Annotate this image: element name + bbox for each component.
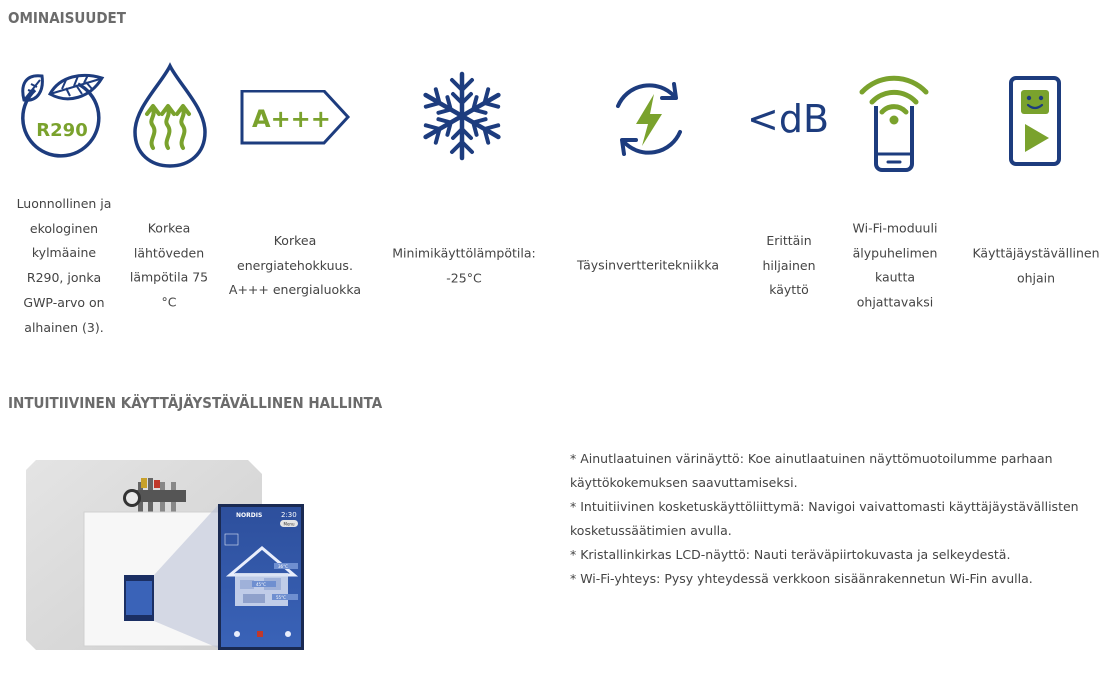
feature-label-line: kylmäaine: [31, 245, 97, 261]
product-image: [26, 460, 304, 650]
screen-temp-c: 55°C: [276, 595, 286, 600]
product-clock: 2:30: [281, 511, 297, 519]
screen-menu-button: Menu: [283, 521, 295, 527]
feature-label: [842, 217, 948, 316]
screen-temp-b: 45°C: [256, 582, 266, 587]
bullet-line: * Kristallinkirkas LCD-näyttö: Nauti teräväpiirtokuvasta ja selkeydestä.: [570, 547, 1011, 562]
feature-label: [566, 254, 730, 279]
feature-label: [220, 229, 370, 303]
inverter-icon: [604, 74, 694, 184]
db-icon-text: <dB: [747, 97, 830, 141]
bullet-line: * Wi-Fi-yhteys: Pysy yhteydessä verkkoon sisäänrakennetun Wi-Fin avulla.: [570, 571, 1033, 586]
low-noise-db-icon: [745, 88, 835, 198]
energy-class-icon: [240, 90, 352, 200]
bullet-line: käyttökokemuksen saavuttamiseksi.: [570, 475, 798, 490]
feature-label: [0, 192, 128, 340]
energy-icon-text: A+++: [252, 105, 331, 133]
feature-label-line: -25°C: [446, 270, 482, 285]
feature-label-line: Minimikäyttölämpötila:: [392, 245, 536, 261]
feature-label: [740, 229, 838, 303]
feature-label: [380, 241, 548, 290]
bullet-line: * Ainutlaatuinen värinäyttö: Koe ainutlaatuinen näyttömuotoilumme parhaan: [570, 451, 1053, 466]
feature-label-line: R290, jonka: [26, 270, 102, 285]
r290-icon-text: R290: [36, 120, 88, 141]
feature-label-line: lämpötila 75: [129, 270, 209, 285]
screen-temp-a: 36°C: [278, 564, 288, 569]
bullet-line: * Intuitiivinen kosketuskäyttöliittymä: Navigoi vaivattomasti käyttäjäystävällisten: [570, 499, 1079, 514]
feature-label-line: Täysinvertteritekniikka: [576, 257, 720, 273]
feature-label-line: Käyttäjäystävällinen: [972, 245, 1100, 261]
control-heading: INTUITIIVINEN KÄYTTÄJÄYSTÄVÄLLINEN HALLINTA: [8, 394, 383, 412]
feature-label: [964, 241, 1108, 290]
feature-label-line: energiatehokkuus.: [237, 257, 353, 273]
feature-label-line: Wi-Fi-moduuli: [852, 220, 938, 236]
feature-label-line: älypuhelimen: [852, 245, 938, 261]
feature-label-line: hiljainen: [762, 257, 816, 273]
feature-bullets: [570, 447, 1090, 591]
feature-label-line: käyttö: [769, 282, 809, 298]
r290-leaf-icon: [20, 62, 106, 172]
feature-label-line: ohjattavaksi: [856, 294, 934, 310]
controller-icon: [1003, 66, 1067, 176]
feature-label-line: ekologinen: [29, 220, 99, 236]
wifi-phone-icon: [856, 66, 932, 176]
product-brand: NORDIS: [236, 512, 263, 519]
feature-label-line: alhainen (3).: [24, 319, 104, 335]
features-heading: OMINAISUUDET: [8, 9, 126, 27]
bullet-line: kosketussäätimien avulla.: [570, 523, 732, 538]
feature-label-line: Korkea: [273, 232, 317, 248]
feature-label-line: lähtöveden: [133, 245, 205, 261]
feature-label-line: A+++ energialuokka: [228, 282, 362, 298]
feature-label-line: Erittäin: [766, 232, 812, 248]
feature-label-line: GWP-arvo on: [23, 294, 105, 310]
feature-label-line: °C: [161, 294, 177, 310]
feature-label-line: Luonnollinen ja: [16, 195, 112, 211]
water-drop-heat-icon: [131, 62, 209, 172]
feature-label-line: ohjain: [1016, 270, 1056, 285]
feature-label-line: Korkea: [147, 220, 191, 236]
feature-label-line: kautta: [874, 270, 916, 285]
snowflake-icon: [420, 70, 504, 180]
feature-label: [125, 217, 213, 316]
